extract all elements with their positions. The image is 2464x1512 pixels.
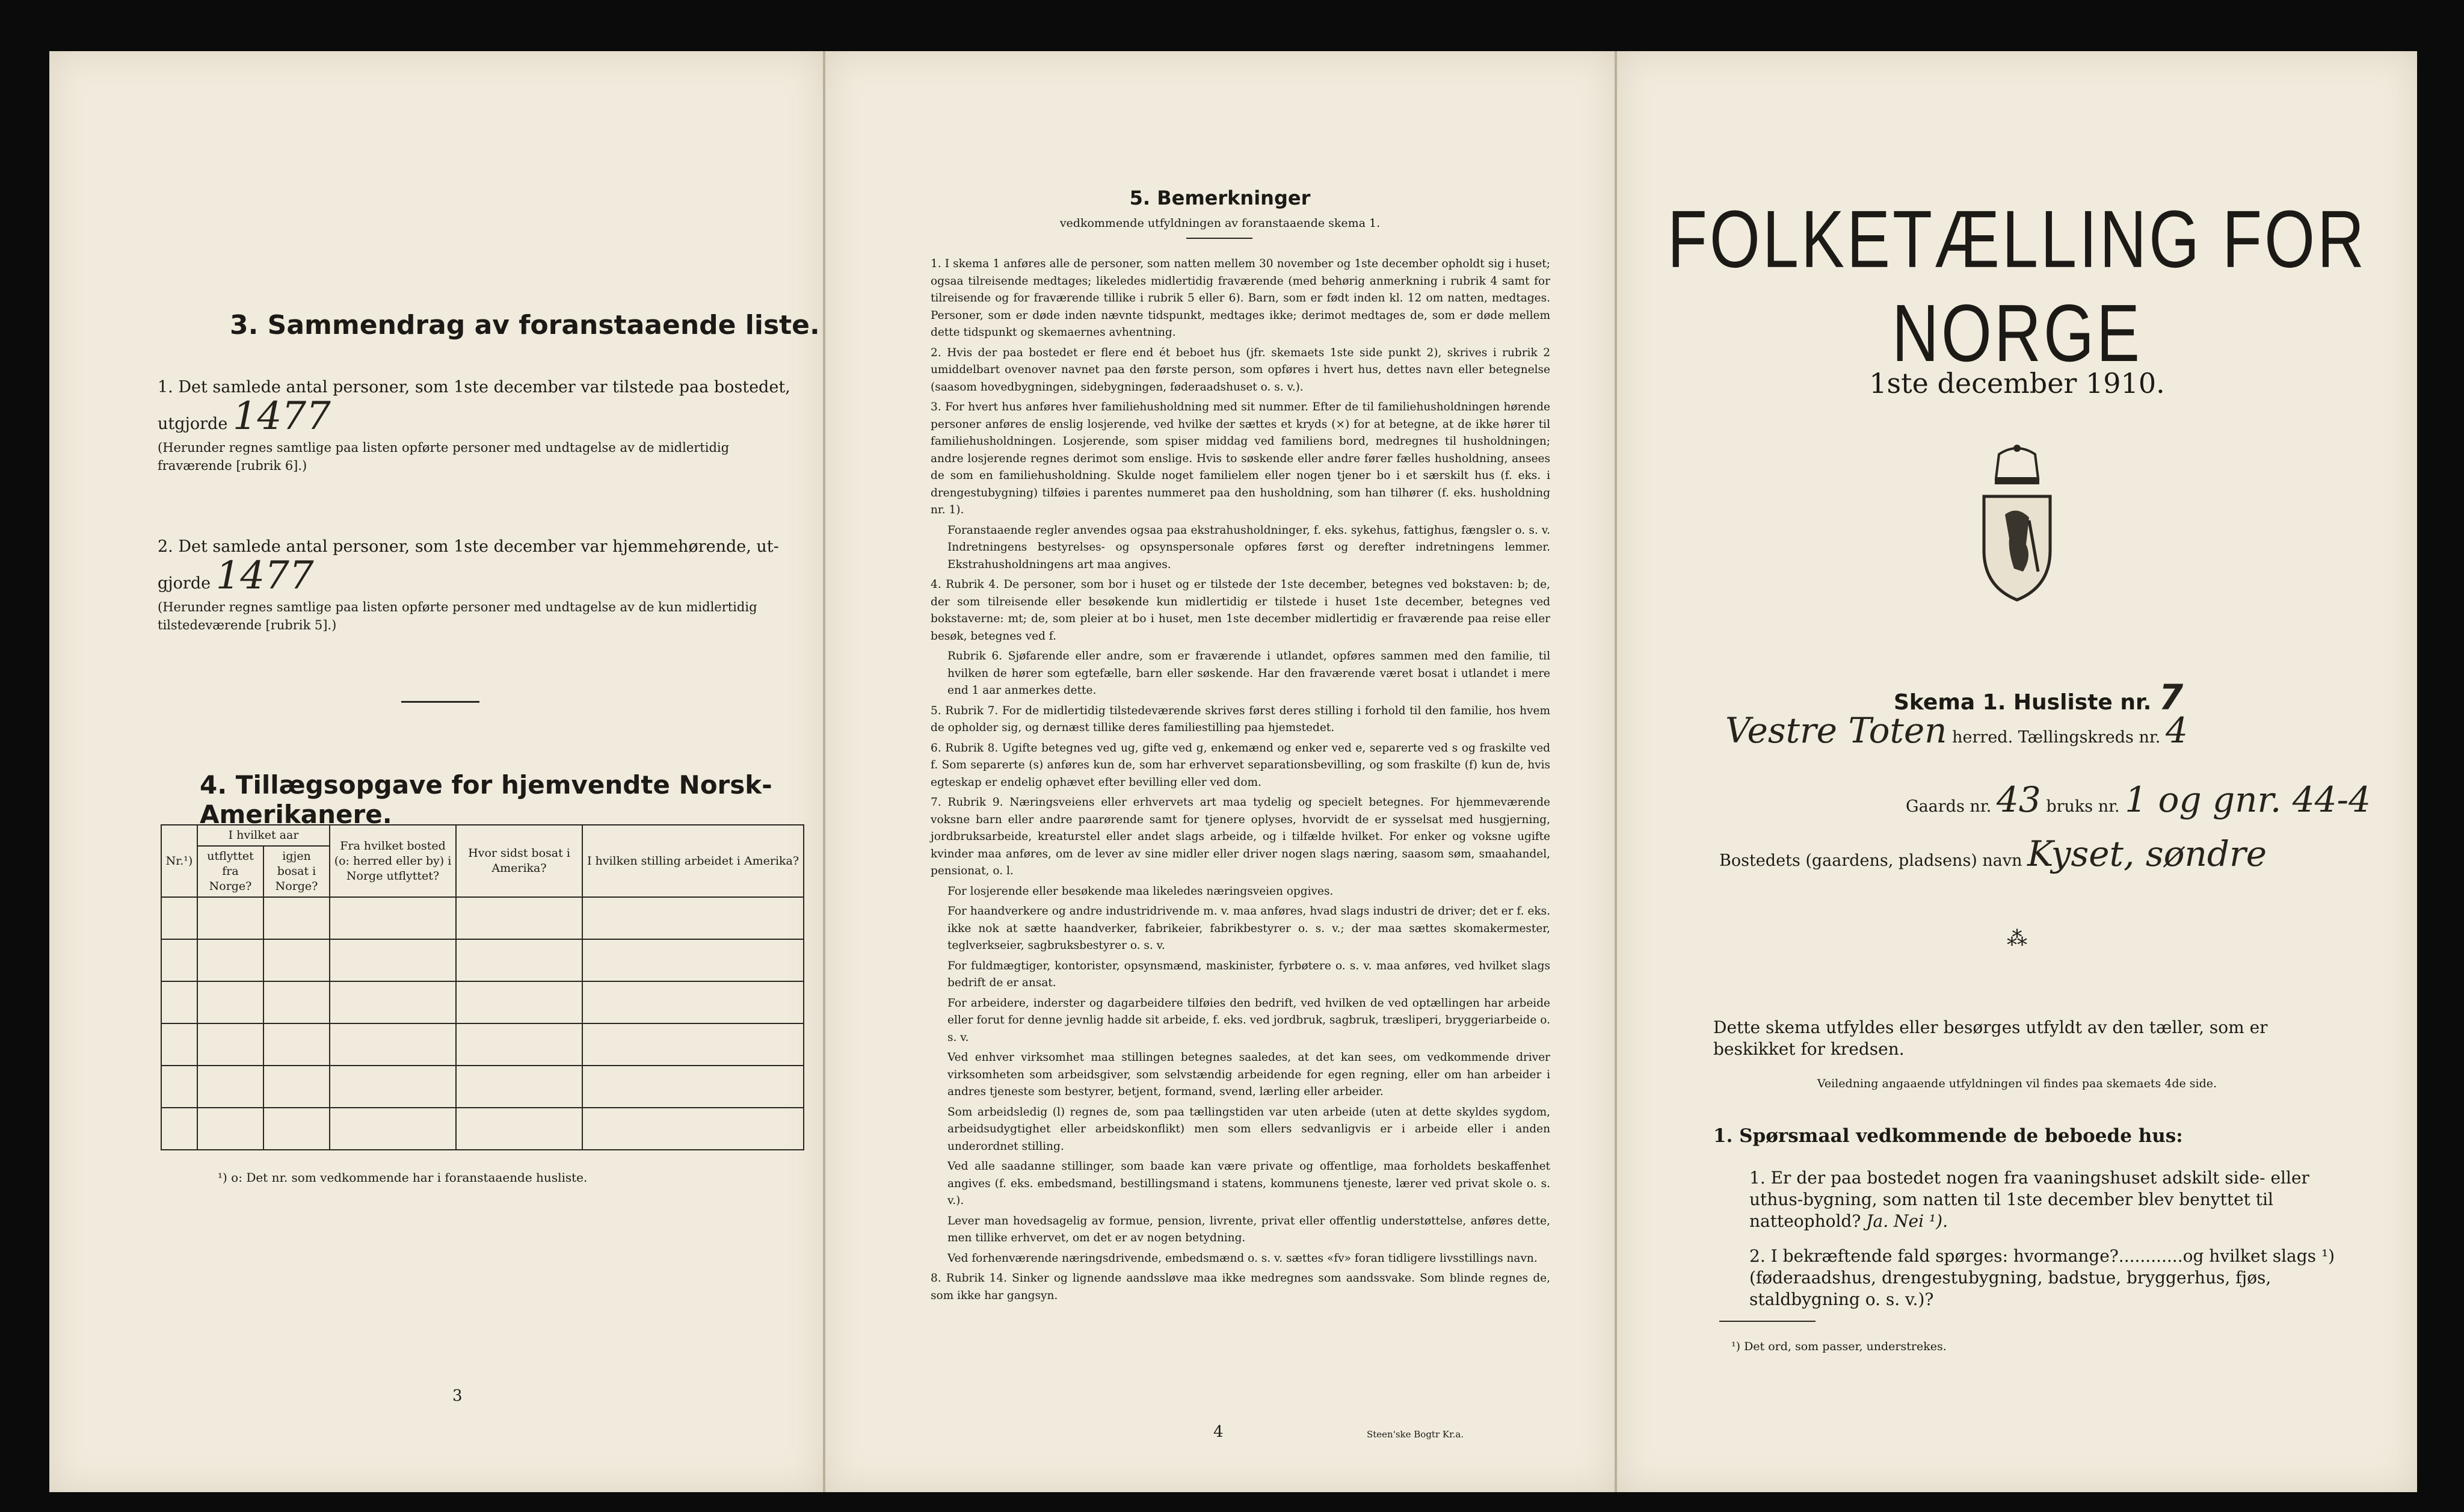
footnote-rule — [1719, 1321, 1816, 1322]
summary-item-1 — [158, 373, 807, 475]
remarks-body — [931, 256, 1550, 1307]
item-2-note: (Herunder regnes samtlige paa listen opførte personer med undtagelse av de kun midlertidig tilstedeværende [rubrik 5].) — [158, 600, 757, 632]
page-number-3: 3 — [452, 1387, 463, 1405]
remark-paragraph: For losjerende eller besøkende maa likeledes næringsveien opgives. — [947, 884, 1334, 898]
remark-paragraph: Foranstaaende regler anvendes ogsaa paa ekstrahusholdninger, f. eks. sykehus, fattighus, fængsler o. s. v. Indretningens bestyrelses- og opsynspersonale opføres først og derefter indretningens lemmer. Ekstrahusholdningens art maa angives. — [947, 523, 1550, 571]
bruks-value: 1 og gnr. 44-4 — [2125, 779, 2371, 820]
remark-paragraph: Ved forhenværende næringsdrivende, embedsmænd o. s. v. sættes «fv» foran tidligere livsstillings navn. — [947, 1251, 1538, 1265]
norway-coat-of-arms-icon — [1972, 442, 2062, 605]
bruks-label: bruks nr. — [2046, 797, 2120, 816]
bosted-label: Bostedets (gaardens, pladsens) navn — [1719, 851, 2022, 870]
remark-paragraph: Som arbeidsledig (l) regnes de, som paa tællingstiden var uten arbeide (uten at dette skyldes sygdom, arbeidsudygtighet eller arbeidskonflikt) men som ellers sedvanligvis er i arbeide eller i anden underordnet stilling. — [947, 1105, 1550, 1153]
skema-label: Skema 1. Husliste nr. — [1894, 690, 2152, 715]
item-2-value-row — [158, 554, 807, 598]
question-2: 2. I bekræftende fald spørges: hvormange?............og hvilket slags ¹) (føderaadshus, drengestubygning, badstue, bryggerhus, fjøs, staldbygning o. s. v.)? — [1749, 1246, 2335, 1309]
question-1 — [1749, 1167, 2351, 1232]
item-2-value: 1477 — [215, 554, 314, 598]
col-group-year: I hvilket aar — [197, 825, 330, 846]
herred-label: herred. — [1952, 728, 2013, 747]
instruction-note: Veiledning angaaende utfyldningen vil findes paa skemaets 4de side. — [1817, 1077, 2217, 1090]
printer-imprint: Steen'ske Bogtr Kr.a. — [1367, 1429, 1464, 1440]
remark-paragraph: 7. Rubrik 9. Næringsveiens eller erhvervets art maa tydelig og specielt betegnes. For hjemmeværende voksne barn eller andre paarørende samt for tjenere oplyses, hvorvidt de er sysselsat med husgjerning, jordbruksarbeide, kreaturstel eller andet slags arbeide, og i tilfælde hvilket. For enker og voksne ugifte kvinder maa anføres, om de lever av sine midler eller driver nogen slags næring, saasom søm, smaahandel, pensionat, o. l. — [931, 796, 1550, 877]
kreds-value: 4 — [2165, 710, 2188, 751]
remark-paragraph: 4. Rubrik 4. De personer, som bor i huset og er tilstede der 1ste december, betegnes ved bokstaven: b; de, der som tilreisende eller besøkende kun midlertidig er tilstede i huset 1ste december, betegnes ved bokstaverne: mt; de, som pleier at bo i huset, men 1ste december midlertidig er fraværende paa reise eller besøk, betegnes ved f. — [931, 578, 1550, 643]
section-3-heading: 3. Sammendrag av foranstaaende liste. — [230, 310, 820, 341]
kreds-label: Tællingskreds nr. — [2018, 728, 2161, 747]
instruction-text: Dette skema utfyldes eller besørges utfyldt av den tæller, som er beskikket for kredsen. — [1713, 1017, 2268, 1059]
item-2-text: 2. Det samlede antal personer, som 1ste december var hjemmehørende, ut- — [158, 537, 779, 556]
remark-paragraph: Ved alle saadanne stillinger, som baade kan være private og offentlige, maa forholdets beskaffenhet angives (f. eks. embedsmand, bestillingsmand i statens, kommunens tjeneste, lærer ved privat skole o. s. v.). — [947, 1160, 1550, 1207]
page-cover — [1617, 51, 2417, 1492]
item-1-prefix: utgjorde — [158, 415, 228, 433]
remarks-title: 5. Bemerkninger — [1129, 187, 1311, 209]
col-stilling: I hvilken stilling arbeidet i Amerika? — [582, 825, 804, 897]
remark-paragraph: For fuldmægtiger, kontorister, opsynsmænd, maskinister, fyrbøtere o. s. v. maa anføres, ved hvilket slags bedrift de er ansat. — [947, 959, 1550, 989]
gaards-label: Gaards nr. — [1906, 797, 1992, 816]
norsk-amerikanere-table — [161, 824, 804, 1150]
table-row — [161, 939, 804, 981]
herred-line — [1725, 710, 2387, 751]
remark-paragraph: Rubrik 6. Sjøfarende eller andre, som er fraværende i utlandet, opføres sammen med den familie, til hvilken de hører som egtefælle, barn eller søskende. Har den fraværende været bosat i utlandet i mere end 1 aar anmerkes dette. — [947, 650, 1550, 697]
remark-paragraph: 1. I skema 1 anføres alle de personer, som natten mellem 30 november og 1ste december opholdt sig i huset; ogsaa tilreisende medtages; likeledes midlertidig fraværende (med behørig anmerkning i rubrik 4 samt for tilreisende og for fraværende tillike i rubrik 5 eller 6). Barn, som er født inden kl. 12 om natten, medtages. Personer, som er døde inden nævnte tidspunkt, medtages ikke; derimot medtages de, som er døde mellem dette tidspunkt og skemaernes avhentning. — [931, 258, 1550, 339]
table-row — [161, 1108, 804, 1150]
item-1-note: (Herunder regnes samtlige paa listen opførte personer med undtagelse av de midlertidig fraværende [rubrik 6].) — [158, 440, 730, 473]
item-1-value: 1477 — [232, 394, 331, 439]
cover-footnote: ¹) Det ord, som passer, understrekes. — [1731, 1340, 1947, 1353]
question-1-text: 1. Er der paa bostedet nogen fra vaaningshuset adskilt side- eller uthus-bygning, som natten til 1ste december blev benyttet til natteophold? — [1749, 1168, 2309, 1231]
col-nr: Nr.¹) — [161, 825, 197, 897]
herred-value: Vestre Toten — [1725, 710, 1947, 751]
remarks-subtitle: vedkommende utfyldningen av foranstaaende skema 1. — [1059, 217, 1381, 230]
col-utflyttet: utflyttet fra Norge? — [197, 846, 263, 897]
census-date: 1ste december 1910. — [1869, 367, 2165, 400]
remark-paragraph: Ved enhver virksomhet maa stillingen betegnes saaledes, at det kan sees, om vedkommende driver virksomheten som arbeidsgiver, som selvstændig arbeidende for egen regning, eller om han arbeider i andres tjeneste som bestyrer, betjent, formand, svend, lærling eller arbeider. — [947, 1051, 1550, 1098]
question-1-answer: Ja. Nei ¹). — [1866, 1211, 1948, 1231]
bosted-value: Kyset, søndre — [2027, 833, 2267, 874]
page-number-4: 4 — [1213, 1423, 1224, 1441]
section-4-heading: 4. Tillægsopgave for hjemvendte Norsk-Amerikanere. — [200, 770, 772, 829]
separator-rule — [401, 701, 479, 703]
husliste-number: 7 — [2158, 677, 2184, 718]
gaards-line — [1906, 779, 2387, 820]
item-1-value-row — [158, 394, 807, 439]
table-row — [161, 981, 804, 1023]
remark-paragraph: Lever man hovedsagelig av formue, pension, livrente, privat eller offentlig understøttelse, anføres dette, men tillike erhvervet, om det er av nogen betydning. — [947, 1214, 1550, 1244]
col-hvor: Hvor sidst bosat i Amerika? — [456, 825, 582, 897]
col-igjen: igjen bosat i Norge? — [263, 846, 330, 897]
ornament-icon: ⁂ — [2007, 927, 2027, 951]
page-summary — [49, 51, 823, 1492]
questions-heading: 1. Spørsmaal vedkommende de beboede hus: — [1713, 1125, 2183, 1147]
remark-paragraph: 5. Rubrik 7. For de midlertidig tilstedeværende skrives først deres stilling i forhold til den familie, hos hvem de opholder sig, og dernæst tillike deres familiestilling paa hjemstedet. — [931, 704, 1550, 734]
remark-paragraph: 6. Rubrik 8. Ugifte betegnes ved ug, gifte ved g, enkemænd og enker ved e, separerte ved s og fraskilte ved f. Som separerte (s) anføres kun de, som har erhvervet separationsbevilling, og som fraskilte (f) kun de, hvis egteskap er endelig ophævet efter bevilling eller ved dom. — [931, 741, 1550, 789]
page-remarks — [825, 51, 1615, 1492]
bosted-line — [1719, 833, 2393, 874]
col-fra: Fra hvilket bosted (o: herred eller by) i Norge utflyttet? — [330, 825, 456, 897]
remark-paragraph: 3. For hvert hus anføres hver familiehusholdning med sit nummer. Efter de til familiehusholdningen hørende personer anføres de enslig losjerende, ved hvilke der sættes et kryds (×) for at betegne, at de ikke hører til familiehusholdningen. Losjerende, som spiser middag ved familiens bord, medregnes til husholdningen; andre losjerende regnes derimot som enslige. Hvis to søskende eller andre fører fælles husholdning, ansees de som en familiehusholdning. Skulde noget familielem eller nogen tjener bo i et særskilt hus (f. eks. i drengestubygning) tilføies i parentes nummeret paa den husholdning, som han tilhører (f. eks. husholdning nr. 1). — [931, 401, 1550, 516]
remarks-rule — [1186, 238, 1252, 239]
table-row — [161, 897, 804, 939]
remark-paragraph: For haandverkere og andre industridrivende m. v. maa anføres, hvad slags industri de driver; det er f. eks. ikke nok at sætte haandverker, fabrikeier, fabrikbestyrer o. s. v.; der maa sættes skomakermester, teglverkseier, sagbruksbestyrer o. s. v. — [947, 905, 1550, 952]
summary-item-2 — [158, 532, 807, 634]
census-title: FOLKETÆLLING FOR NORGE — [1667, 193, 2367, 378]
gaards-value: 43 — [1996, 779, 2041, 820]
table-row — [161, 1023, 804, 1066]
item-1-text: 1. Det samlede antal personer, som 1ste december var tilstede paa bostedet, — [158, 378, 790, 397]
remark-paragraph: For arbeidere, inderster og dagarbeidere tilføies den bedrift, ved hvilken de ved optællingen har arbeide eller forut for denne jevnlig hadde sit arbeide, f. eks. ved jordbruk, sagbruk, træsliperi, bryggeriarbeide o. s. v. — [947, 996, 1550, 1044]
table-row — [161, 1066, 804, 1108]
remark-paragraph: 2. Hvis der paa bostedet er flere end ét beboet hus (jfr. skemaets 1ste side punkt 2), skrives i rubrik 2 umiddelbart ovenover navnet paa den første person, som opføres i hvert hus, dettes navn eller betegnelse (saasom hovedbygningen, sidebygningen, føderaadshuset o. s. v.). — [931, 346, 1550, 393]
remark-paragraph: 8. Rubrik 14. Sinker og lignende aandssløve maa ikke medregnes som aandssvake. Som blinde regnes de, som ikke har gangsyn. — [931, 1272, 1550, 1302]
table-footnote: ¹) o: Det nr. som vedkommende har i foranstaaende husliste. — [218, 1170, 588, 1185]
item-2-prefix: gjorde — [158, 574, 211, 593]
